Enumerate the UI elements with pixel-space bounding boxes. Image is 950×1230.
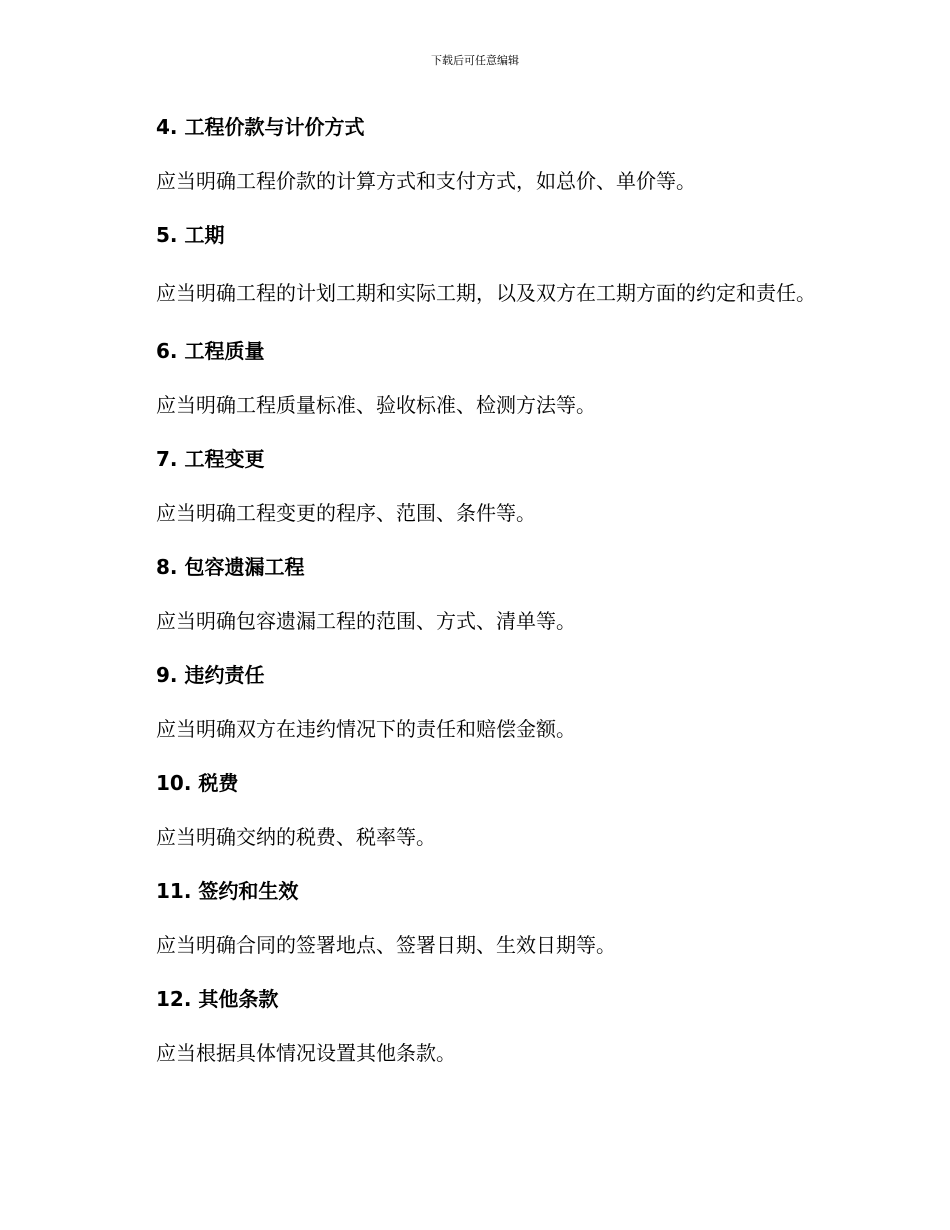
section-5 — [113, 217, 833, 315]
page-header: 下载后可任意编辑 — [431, 54, 519, 67]
section-heading: 6. 工程质量 — [156, 339, 265, 363]
section-heading: 12. 其他条款 — [156, 987, 279, 1011]
section-paragraph: 应当明确交纳的税费、税率等。 — [156, 825, 436, 849]
section-heading: 10. 税费 — [156, 771, 239, 795]
section-heading: 5. 工期 — [156, 223, 225, 247]
section-heading: 11. 签约和生效 — [156, 879, 299, 903]
section-heading: 4. 工程价款与计价方式 — [156, 115, 365, 139]
section-6 — [113, 333, 833, 423]
section-paragraph: 应当明确工程变更的程序、范围、条件等。 — [156, 501, 536, 525]
section-paragraph: 应当明确包容遗漏工程的范围、方式、清单等。 — [156, 609, 576, 633]
document-body — [113, 109, 833, 1089]
section-paragraph: 应当根据具体情况设置其他条款。 — [156, 1041, 456, 1065]
section-9 — [113, 657, 833, 747]
section-11 — [113, 873, 833, 963]
section-heading: 9. 违约责任 — [156, 663, 265, 687]
section-paragraph: 应当明确工程质量标准、验收标准、检测方法等。 — [156, 393, 596, 417]
section-8 — [113, 549, 833, 639]
section-4 — [113, 109, 833, 199]
section-7 — [113, 441, 833, 531]
section-10 — [113, 765, 833, 855]
section-12 — [113, 981, 833, 1071]
section-paragraph: 应当明确合同的签署地点、签署日期、生效日期等。 — [156, 933, 616, 957]
section-paragraph: 应当明确工程的计划工期和实际工期，以及双方在工期方面的约定和责任。 — [156, 281, 816, 305]
section-heading: 7. 工程变更 — [156, 447, 265, 471]
section-heading: 8. 包容遗漏工程 — [156, 555, 305, 579]
section-paragraph: 应当明确双方在违约情况下的责任和赔偿金额。 — [156, 717, 576, 741]
section-paragraph: 应当明确工程价款的计算方式和支付方式，如总价、单价等。 — [156, 169, 696, 193]
